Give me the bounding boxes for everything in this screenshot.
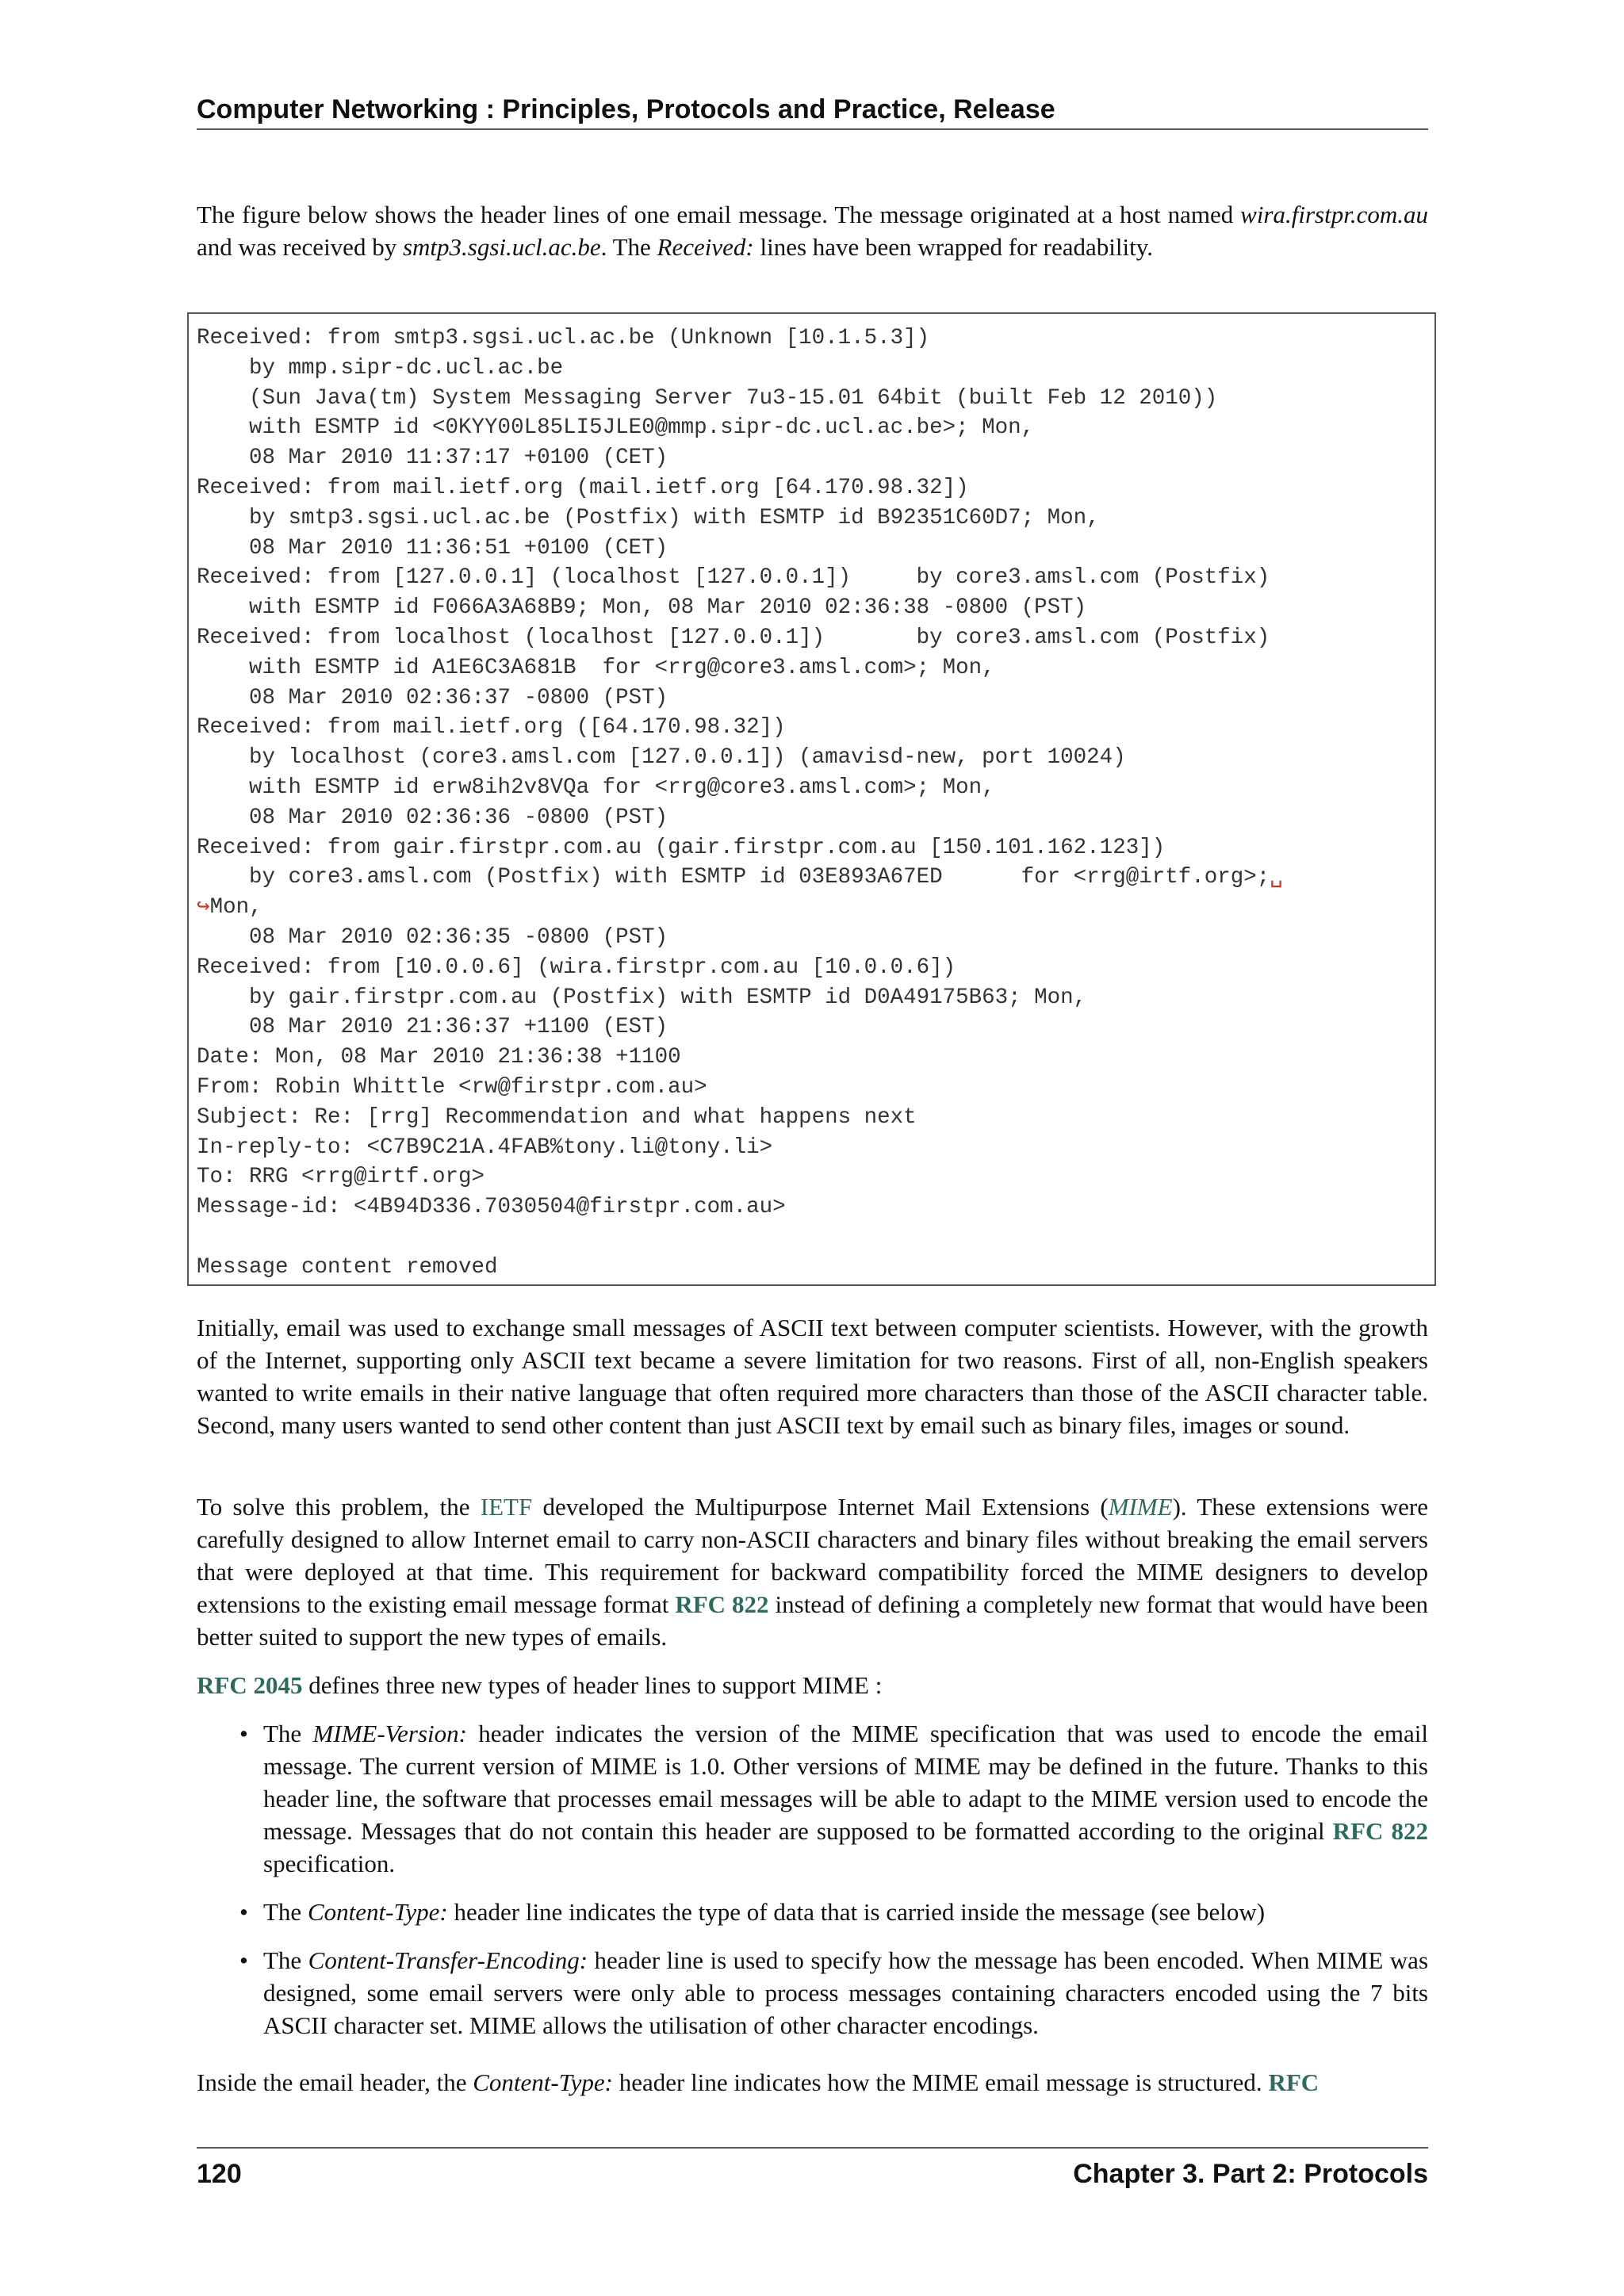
page-footer [197,2147,1428,2191]
intro-paragraph [197,198,1428,263]
text-span: defines three new types of header lines to support MIME : [302,1671,883,1699]
running-header: Computer Networking : Principles, Protocols and Practice, Release [197,92,1428,130]
text-span: The [263,1898,308,1926]
paragraph-mime [197,1490,1428,1653]
code-line: Date: Mon, 08 Mar 2010 21:36:38 +1100 [197,1045,681,1070]
code-line: (Sun Java(tm) System Messaging Server 7u3-15.01 64bit (built Feb 12 2010)) [197,385,1218,411]
text-span: specification. [263,1850,396,1877]
text-span: Inside the email header, the [197,2068,473,2096]
code-line: with ESMTP id A1E6C3A681B for <rrg@core3.amsl.com>; Mon, [197,655,995,680]
code-line: Received: from mail.ietf.org ([64.170.98.32]) [197,715,786,740]
ietf-link[interactable]: IETF [480,1493,533,1521]
mime-term: MIME [1108,1493,1173,1521]
list-item-content-transfer-encoding [197,1944,1428,2042]
text-span: lines have been wrapped for readability. [753,233,1153,261]
line-wrap-end-icon: ␣ [1270,865,1283,890]
text-span: header line is used to specify how the message has been encoded. When MIME was designed, some email servers were only able to process messages containing characters encoded using the 7 bits ASCII character set. MIME allows the utilisation of other character encodings. [263,1946,1429,2039]
code-line: 08 Mar 2010 02:36:35 -0800 (PST) [197,925,668,950]
bullet-icon: • [239,1946,248,1974]
code-line-wrapped [197,863,1283,893]
mime-header-list [197,1717,1428,2057]
paragraph-content-type [197,2066,1428,2099]
code-line: Received: from [10.0.0.6] (wira.firstpr.com.au [10.0.0.6]) [197,955,956,980]
email-header-code-block [187,312,1436,1286]
code-line: 08 Mar 2010 02:36:37 -0800 (PST) [197,685,668,710]
code-text: by core3.amsl.com (Postfix) with ESMTP id 03E893A67ED for <rrg@irtf.org>; [197,865,1270,890]
code-line: Received: from mail.ietf.org (mail.ietf.org [64.170.98.32]) [197,476,969,500]
page-number: 120 [197,2159,242,2189]
code-line: by gair.firstpr.com.au (Postfix) with ESMTP id D0A49175B63; Mon, [197,985,1087,1010]
code-line: Received: from smtp3.sgsi.ucl.ac.be (Unknown [10.1.5.3]) [197,326,930,350]
rfc822-link[interactable]: RFC 822 [1332,1817,1428,1845]
chapter-title: Chapter 3. Part 2: Protocols [1073,2159,1428,2189]
code-line: with ESMTP id erw8ih2v8VQa for <rrg@core3.amsl.com>; Mon, [197,775,995,800]
code-line: with ESMTP id F066A3A68B9; Mon, 08 Mar 2010 02:36:38 -0800 (PST) [197,595,1087,621]
header-term: Received: [657,233,754,261]
text-span: header line indicates how the MIME email message is structured. [613,2068,1269,2096]
rfc822-link[interactable]: RFC 822 [675,1590,769,1618]
code-line: by smtp3.sgsi.ucl.ac.be (Postfix) with ESMTP id B92351C60D7; Mon, [197,505,1100,530]
code-line: Received: from localhost (localhost [127.0.0.1]) by core3.amsl.com (Postfix) [197,626,1270,650]
code-line: From: Robin Whittle <rw@firstpr.com.au> [197,1075,707,1100]
code-line: by localhost (core3.amsl.com [127.0.0.1]) (amavisd-new, port 10024) [197,745,1126,771]
code-line: with ESMTP id <0KYY00L85LI5JLE0@mmp.sipr-dc.ucl.ac.be>; Mon, [197,415,1035,441]
list-item-content-type [197,1896,1428,1928]
text-span: The figure below shows the header lines of one email message. The message originated at a host named [197,201,1241,228]
text-span: and was received by [197,233,403,261]
text-span: ). These extensions were carefully designed to allow Internet email to carry non-ASCII characters and binary files without breaking the email servers that were deployed at that time. This requirement for backward compatibility forced the MIME designers to develop extensions to the existing email message format [197,1493,1428,1618]
mime-link[interactable] [1109,1493,1173,1521]
host-name: wira.firstpr.com.au [1240,201,1428,228]
text-span: header line indicates the type of data that is carried inside the message (see below) [447,1898,1266,1926]
text-span: instead of defining a completely new format that would have been better suited to support the new types of emails. [197,1590,1428,1651]
rfc-link[interactable]: RFC [1268,2068,1320,2096]
rfc2045-link[interactable]: RFC 2045 [197,1671,303,1699]
header-term: Content-Type: [307,1898,448,1926]
code-line: Received: from [127.0.0.1] (localhost [127.0.0.1]) by core3.amsl.com (Postfix) [197,565,1270,591]
text-span: To solve this problem, the [197,1493,481,1521]
line-wrap-start-icon: ↪ [197,895,210,920]
paragraph-rfc2045 [197,1669,1428,1701]
code-line: In-reply-to: <C7B9C21A.4FAB%tony.li@tony.li> [197,1135,773,1160]
code-line: Subject: Re: [rrg] Recommendation and what happens next [197,1104,917,1130]
code-line: 08 Mar 2010 11:36:51 +0100 (CET) [197,535,668,561]
list-item-mime-version [197,1717,1428,1880]
code-line: Message content removed [197,1254,498,1280]
code-line: 08 Mar 2010 21:36:37 +1100 (EST) [197,1015,668,1040]
header-term: MIME-Version: [312,1720,467,1747]
code-text: Mon, [209,895,262,920]
text-span: The [263,1946,308,1974]
bullet-icon: • [239,1720,248,1747]
text-span: . The [600,233,657,261]
paragraph-initially: Initially, email was used to exchange small messages of ASCII text between computer scientists. However, with the growth of the Internet, supporting only ASCII text became a severe limitation for two reasons. First of all, non-English speakers wanted to write emails in their native language that often required more characters than those of the ASCII character table. Second, many users wanted to send other content than just ASCII text by email such as binary files, images or sound. [197,1314,1428,1439]
header-term: Content-Type: [473,2068,614,2096]
host-name: smtp3.sgsi.ucl.ac.be [402,233,601,261]
code-line: 08 Mar 2010 11:37:17 +0100 (CET) [197,446,668,471]
text-span: The [263,1720,313,1747]
code-line: Received: from gair.firstpr.com.au (gair.firstpr.com.au [150.101.162.123]) [197,835,1166,860]
code-line: 08 Mar 2010 02:36:36 -0800 (PST) [197,805,668,830]
code-line: Message-id: <4B94D336.7030504@firstpr.com.au> [197,1195,786,1220]
text-span: developed the Multipurpose Internet Mail Extensions ( [532,1493,1109,1521]
code-line: by mmp.sipr-dc.ucl.ac.be [197,355,564,381]
code-line: To: RRG <rrg@irtf.org> [197,1165,485,1190]
code-line-continuation [197,893,262,923]
bullet-icon: • [239,1898,248,1926]
text-span: header indicates the version of the MIME specification that was used to encode the email message. The current version of MIME is 1.0. Other versions of MIME may be defined in the future. Thanks to this header line, the software that processes email messages will be able to adapt to the MIME version used to encode the message. Messages that do not contain this header are supposed to be formatted according to the original [263,1720,1428,1845]
header-term: Content-Transfer-Encoding: [308,1946,588,1974]
